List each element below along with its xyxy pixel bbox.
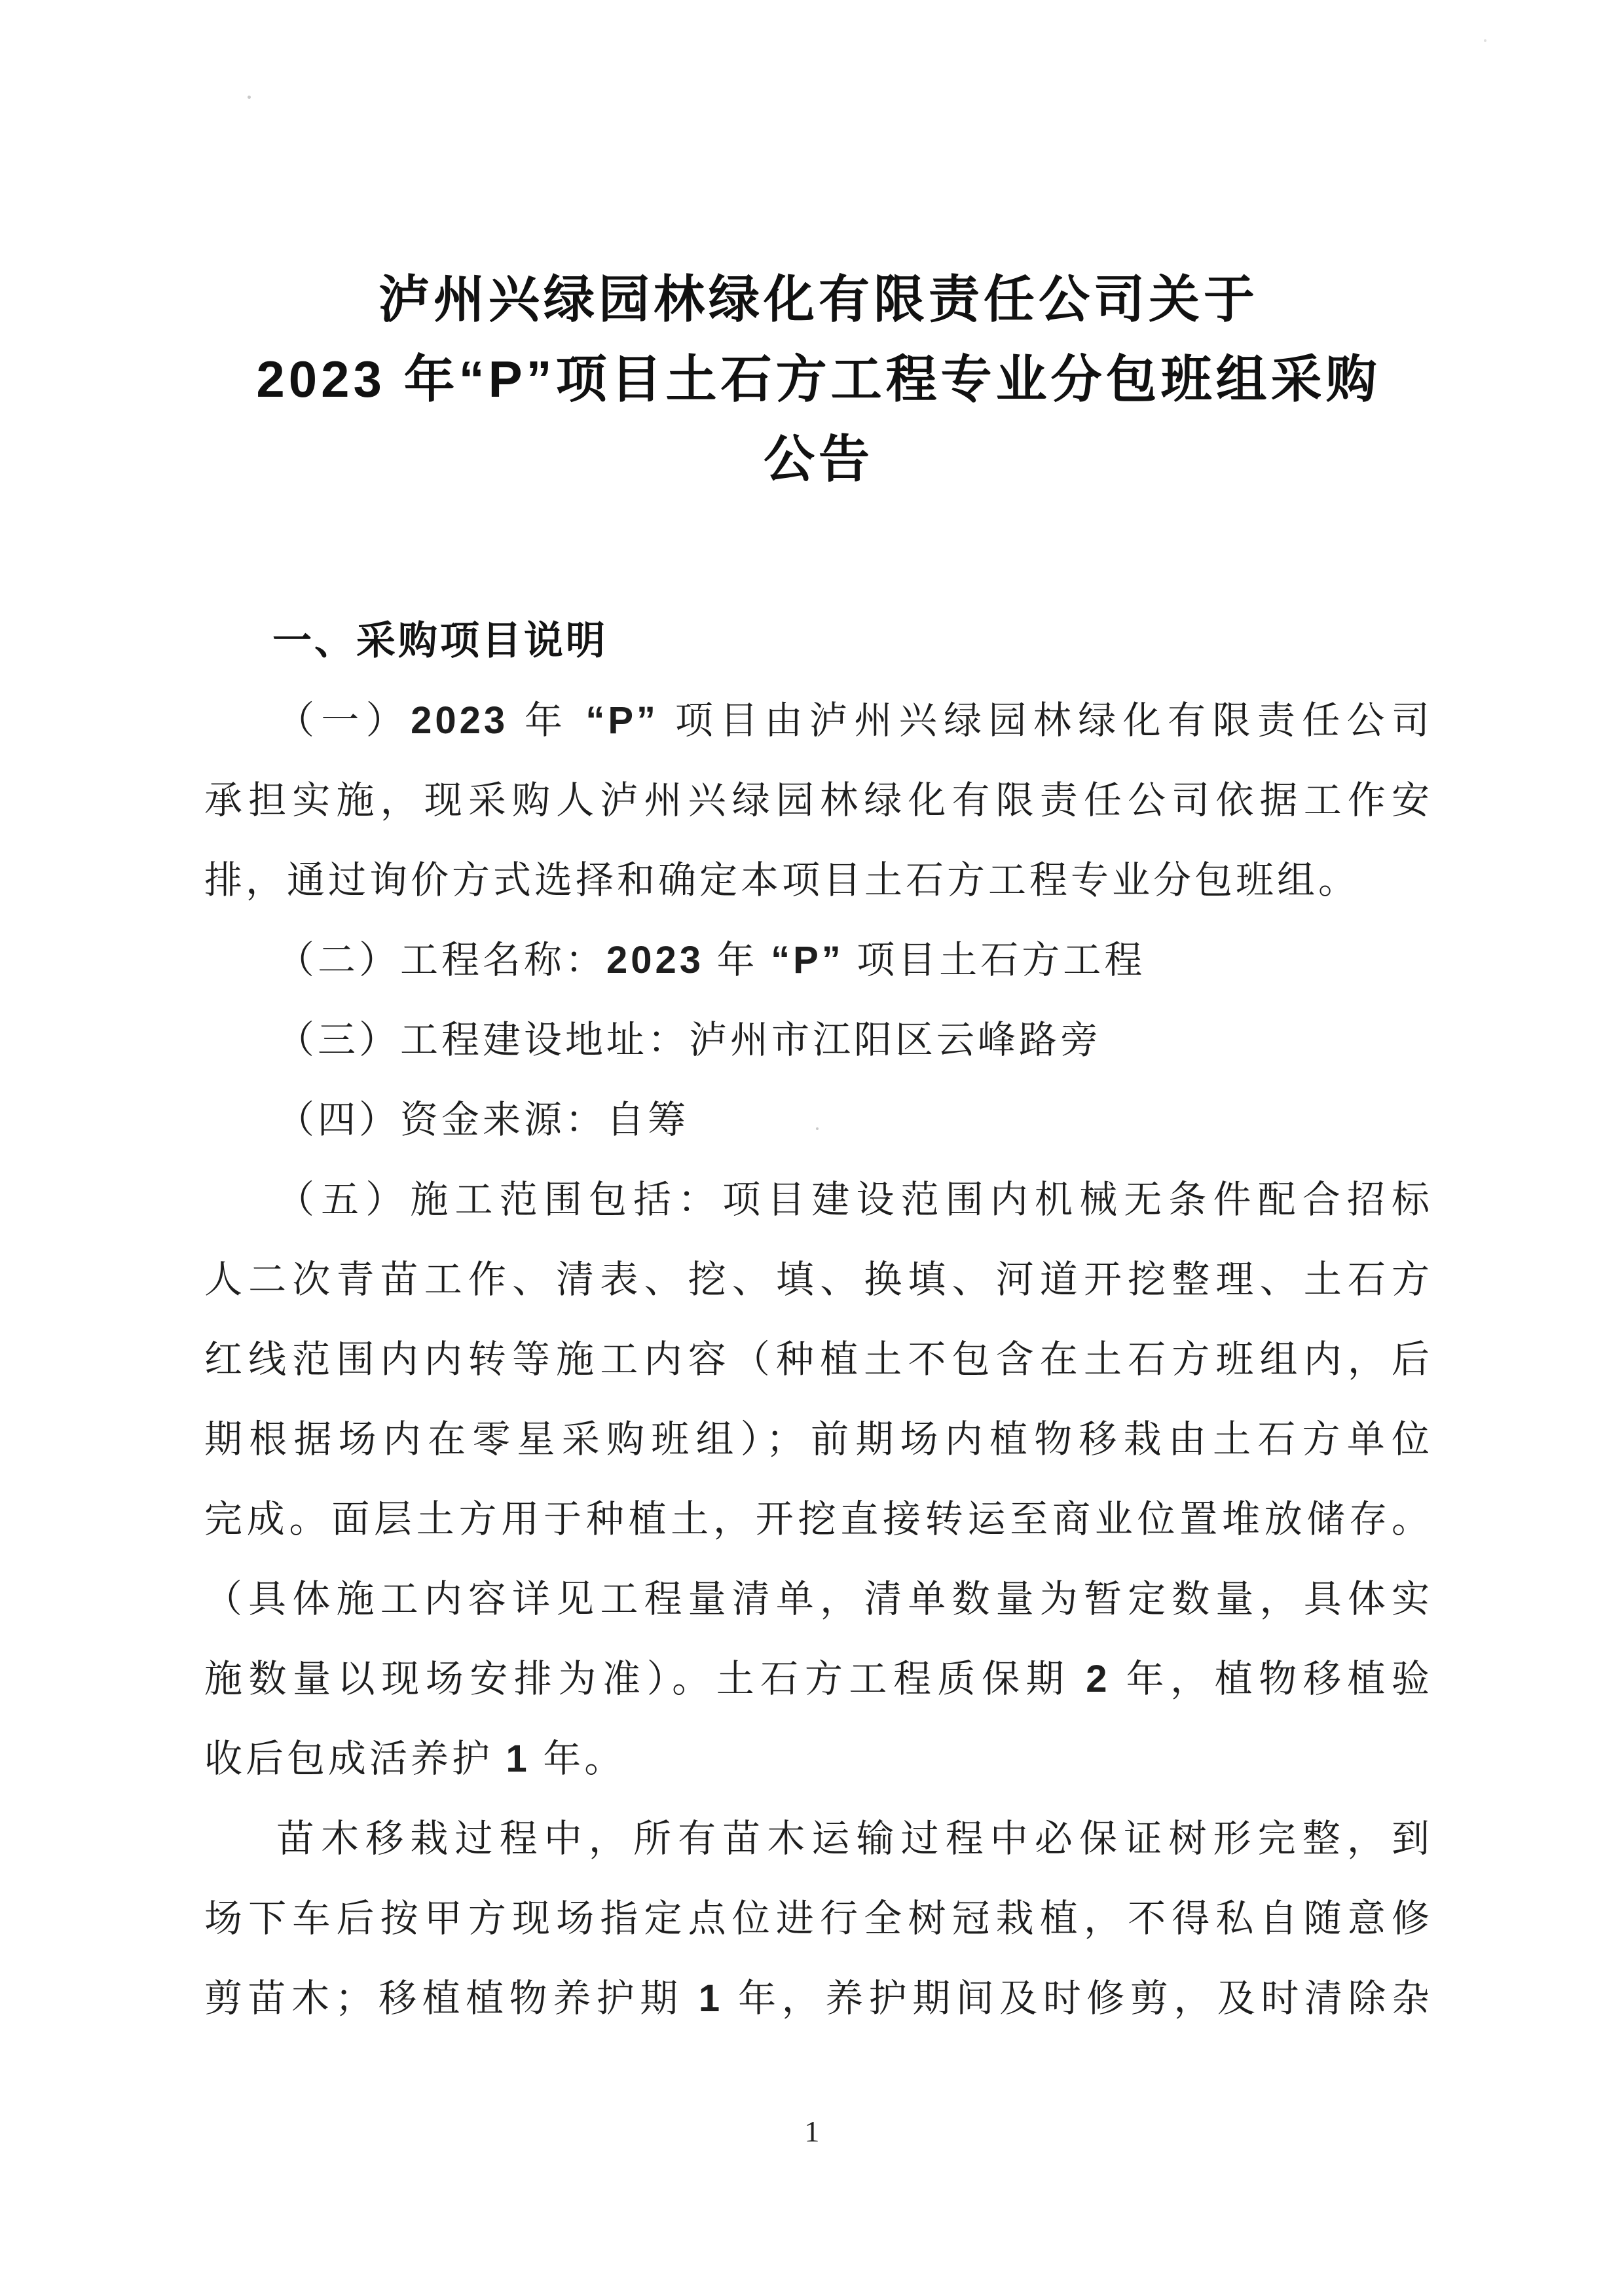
text-run: 期根据场内在零星采购班组）；前期场内植物移栽由土石方单位 xyxy=(204,1418,1433,1461)
bold-number-run: 2 xyxy=(1086,1658,1111,1700)
text-line xyxy=(204,1719,1433,1799)
scan-speck xyxy=(1484,39,1486,42)
title-line-2 xyxy=(204,339,1433,419)
text-run: 项目由泸州兴绿园林绿化有限责任公司 xyxy=(659,699,1433,742)
text-run: 施数量以现场安排为准）。土石方工程质保期 xyxy=(204,1658,1086,1700)
text-run: 项目土石方工程 xyxy=(843,939,1146,981)
text-run: 苗木移栽过程中，所有苗木运输过程中必保证树形完整，到 xyxy=(276,1817,1433,1860)
text-run: 承担实施，现采购人泸州兴绿园林绿化有限责任公司依据工作安 xyxy=(204,779,1433,822)
text-run: 年，植物移植验 xyxy=(1110,1658,1433,1700)
title-line-3 xyxy=(204,419,1433,499)
document-body xyxy=(204,681,1433,2039)
page-number: 1 xyxy=(804,2115,820,2148)
text-line xyxy=(204,1400,1433,1480)
section-heading: 一、采购项目说明 xyxy=(272,619,608,663)
text-line xyxy=(204,1879,1433,1959)
text-run: 红线范围内内转等施工内容（种植土不包含在土石方班组内，后 xyxy=(204,1338,1433,1381)
text-line xyxy=(204,1320,1433,1400)
text-run: （具体施工内容详见工程量清单，清单数量为暂定数量，具体实 xyxy=(204,1578,1433,1620)
text-line xyxy=(204,920,1433,1000)
text-run: 排，通过询价方式选择和确定本项目土石方工程专业分包班组。 xyxy=(204,859,1360,902)
text-run: 收后包成活养护 xyxy=(204,1738,506,1780)
text-line xyxy=(204,1639,1433,1719)
text-line xyxy=(204,1559,1433,1639)
bold-number-run: 2023 xyxy=(606,939,705,981)
text-line xyxy=(204,1000,1433,1080)
text-run: 公告 xyxy=(763,430,874,488)
text-run: 年，养护期间及时修剪，及时清除杂 xyxy=(723,1977,1433,2020)
document-title xyxy=(204,259,1433,499)
bold-number-run: “P” xyxy=(458,350,556,408)
text-run: （二）工程名称： xyxy=(276,939,607,981)
text-line xyxy=(204,1959,1433,2039)
bold-number-run: 2023 xyxy=(411,699,509,742)
bold-number-run: “P” xyxy=(585,699,659,742)
text-line xyxy=(204,1160,1433,1240)
text-line xyxy=(204,1799,1433,1879)
text-line xyxy=(204,1080,1433,1160)
text-run: 年 xyxy=(704,939,771,981)
text-run: （一） xyxy=(276,699,411,742)
text-run: 场下车后按甲方现场指定点位进行全树冠栽植，不得私自随意修 xyxy=(204,1897,1433,1940)
text-line xyxy=(204,841,1433,920)
title-line-1 xyxy=(204,259,1433,339)
text-run: （五）施工范围包括：项目建设范围内机械无条件配合招标 xyxy=(276,1178,1433,1221)
bold-number-run: 1 xyxy=(698,1977,724,2020)
text-line xyxy=(204,681,1433,761)
document-content xyxy=(204,0,1433,2039)
bold-number-run: 2023 xyxy=(256,350,386,408)
text-run: 人二次青苗工作、清表、挖、填、换填、河道开挖整理、土石方 xyxy=(204,1258,1433,1301)
text-run: 剪苗木；移植植物养护期 xyxy=(204,1977,699,2020)
text-run: （四）资金来源：自筹 xyxy=(276,1099,690,1141)
bold-number-run: 1 xyxy=(506,1738,530,1780)
text-run: （三）工程建设地址：泸州市江阳区云峰路旁 xyxy=(276,1019,1102,1061)
text-run: 年。 xyxy=(530,1738,626,1780)
text-run: 泸州兴绿园林绿化有限责任公司关于 xyxy=(378,270,1259,328)
text-line xyxy=(204,1240,1433,1320)
text-line xyxy=(204,1480,1433,1559)
text-run: 项目土石方工程专业分包班组采购 xyxy=(555,350,1381,408)
text-run: 年 xyxy=(508,699,586,742)
bold-number-run: “P” xyxy=(771,939,844,981)
text-run: 完成。面层土方用于种植土，开挖直接转运至商业位置堆放储存。 xyxy=(204,1498,1433,1540)
text-line xyxy=(204,761,1433,841)
text-run: 年 xyxy=(385,350,459,408)
